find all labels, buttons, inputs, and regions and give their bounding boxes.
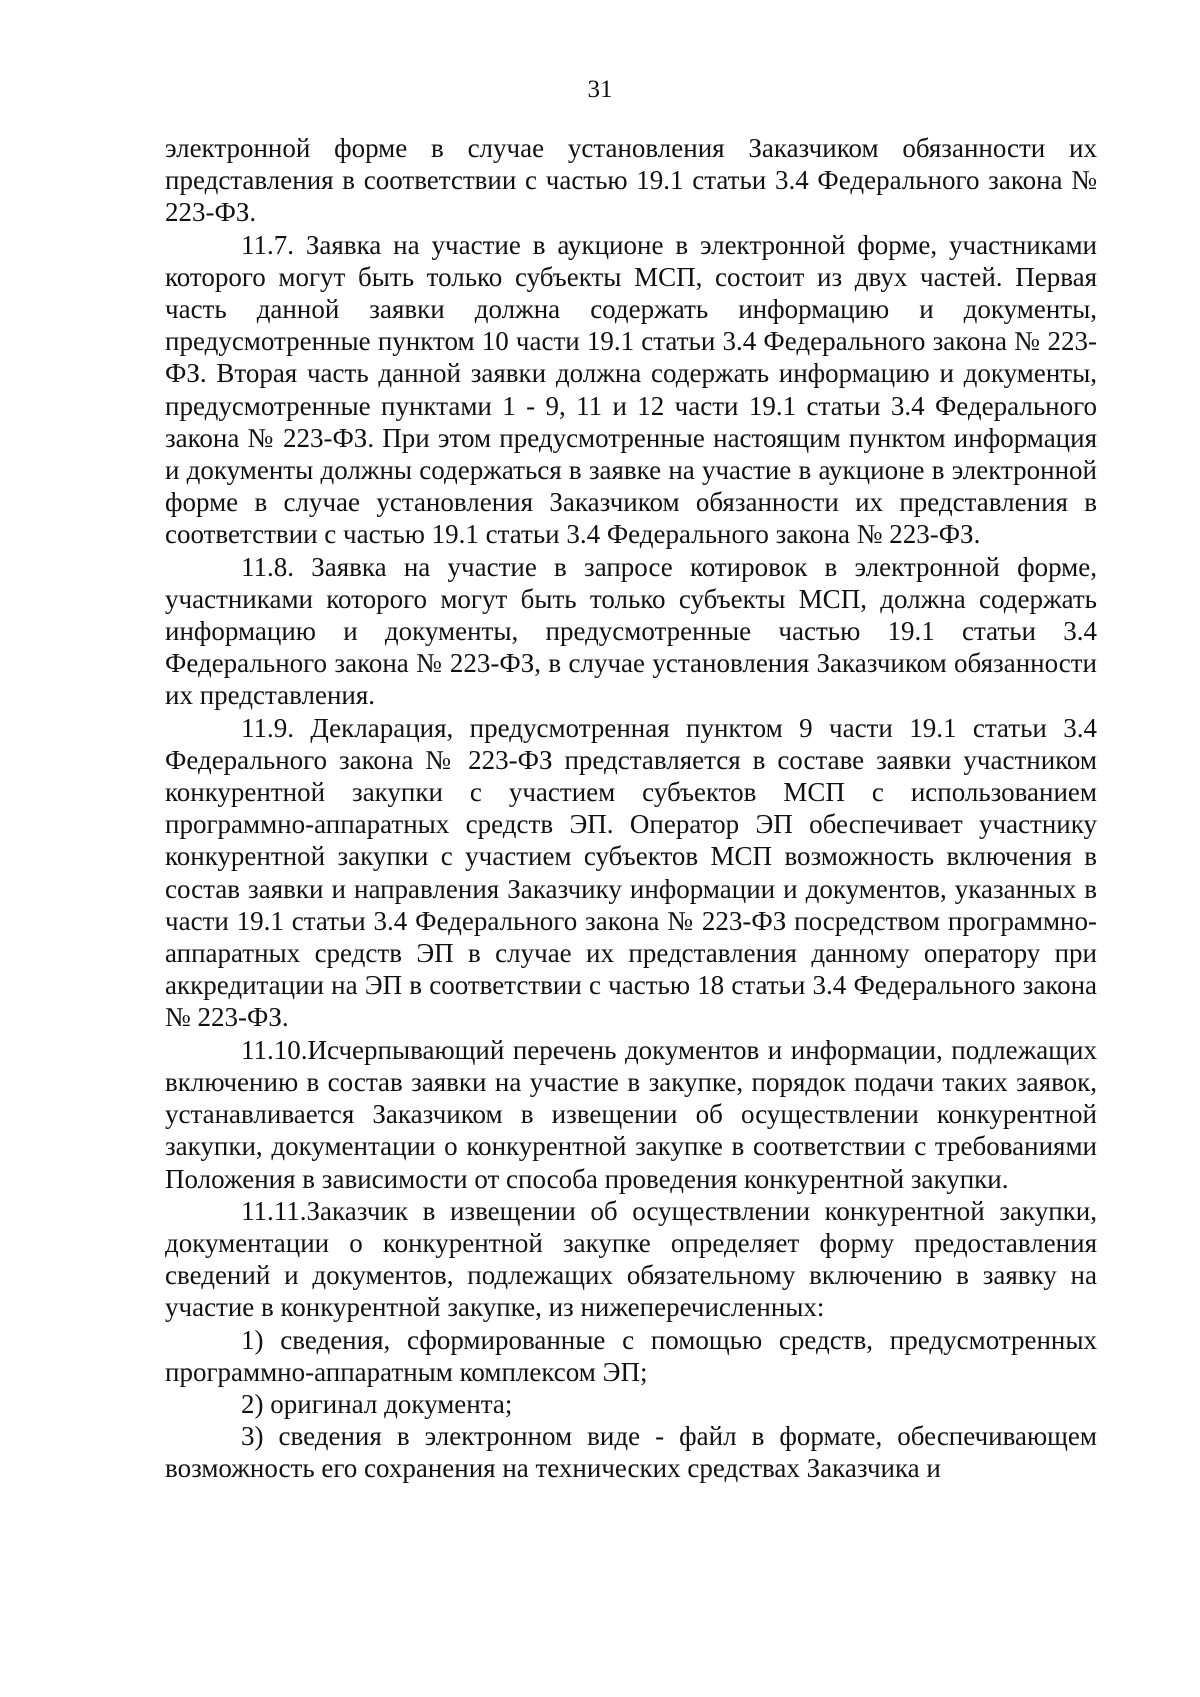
list-item-1: 1) сведения, сформированные с помощью средств, предусмотренных программно-аппаратным комплексом ЭП; xyxy=(165,1324,1097,1387)
list-item-2: 2) оригинал документа; xyxy=(241,1388,513,1419)
list-item-3: 3) сведения в электронном виде - файл в формате, обеспечивающем возможность его сохранения на технических средствах Заказчика и xyxy=(165,1421,1097,1484)
paragraph-11-11: 11.11.Заказчик в извещении об осуществлении конкурентной закупки, документации о конкурентной закупке определяет форму предоставления сведений и документов, подлежащих обязательному включению в заявку на участие в конкурентной закупке, из нижеперечисленных: xyxy=(165,1195,1097,1323)
paragraph-11-10: 11.10.Исчерпывающий перечень документов и информации, подлежащих включению в состав заявки на участие в закупке, порядок подачи таких заявок, устанавливается Заказчиком в извещении об осуществлении конкурентной закупки, документации о конкурентной закупке в соответствии с требованиями Положения в зависимости от способа проведения конкурентной закупки. xyxy=(165,1034,1097,1194)
paragraph-continuation: электронной форме в случае установления Заказчиком обязанности их представления в соответствии с частью 19.1 статьи 3.4 Федерального закона № 223-ФЗ. xyxy=(165,133,1097,228)
paragraph-11-9: 11.9. Декларация, предусмотренная пунктом 9 части 19.1 статьи 3.4 Федерального закона № 223-ФЗ представляется в составе заявки участником конкурентной закупки с участием субъектов МСП с использованием программно-аппаратных средств ЭП. Оператор ЭП обеспечивает участнику конкурентной закупки с участием субъектов МСП возможность включения в состав заявки и направления Заказчику информации и документов, указанных в части 19.1 статьи 3.4 Федерального закона № 223-ФЗ посредством программно-аппаратных средств ЭП в случае их представления данному оператору при аккредитации на ЭП в соответствии с частью 18 статьи 3.4 Федерального закона № 223-ФЗ. xyxy=(165,712,1097,1033)
paragraph-11-7: 11.7. Заявка на участие в аукционе в электронной форме, участниками которого могут быть только субъекты МСП, состоит из двух частей. Первая часть данной заявки должна содержать информацию и документы, предусмотренные пунктом 10 части 19.1 статьи 3.4 Федерального закона № 223-ФЗ. Вторая часть данной заявки должна содержать информацию и документы, предусмотренные пунктами 1 - 9, 11 и 12 части 19.1 статьи 3.4 Федерального закона № 223-ФЗ. При этом предусмотренные настоящим пунктом информация и документы должны содержаться в заявке на участие в аукционе в электронной форме в случае установления Заказчиком обязанности их представления в соответствии с частью 19.1 статьи 3.4 Федерального закона № 223-ФЗ. xyxy=(165,229,1097,550)
page-number: 31 xyxy=(587,76,613,103)
document-body xyxy=(165,132,1097,1485)
paragraph-11-8: 11.8. Заявка на участие в запросе котировок в электронной форме, участниками которого могут быть только субъекты МСП, должна содержать информацию и документы, предусмотренные частью 19.1 статьи 3.4 Федерального закона № 223-ФЗ, в случае установления Заказчиком обязанности их представления. xyxy=(165,551,1097,711)
